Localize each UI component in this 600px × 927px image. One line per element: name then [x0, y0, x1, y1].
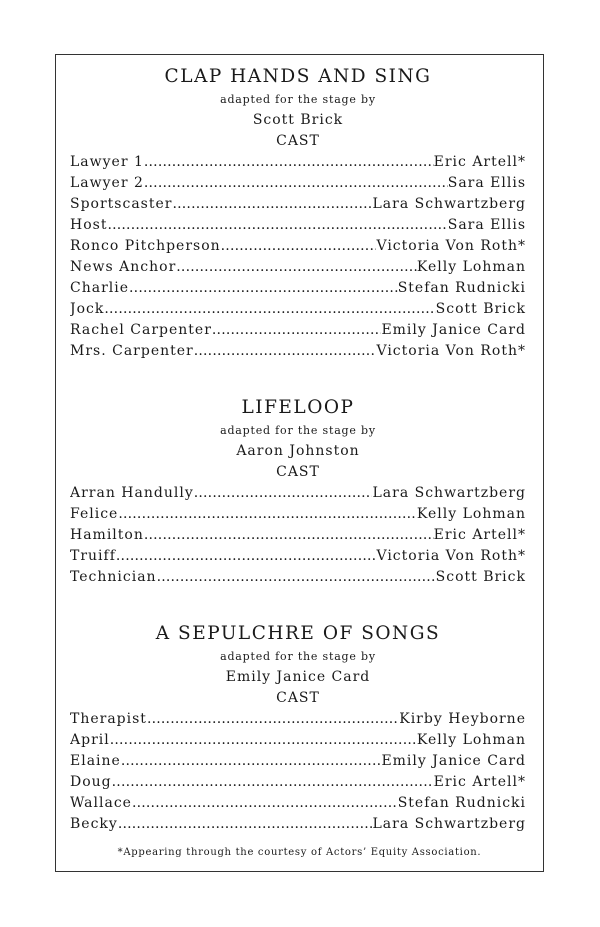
dot-leader	[194, 341, 377, 362]
dot-leader	[212, 320, 382, 341]
cast-role: Host	[70, 217, 108, 233]
cast-row	[70, 814, 526, 835]
cast-role: Truiff	[70, 548, 116, 564]
play-section-lifeloop	[70, 397, 526, 588]
dot-leader	[121, 751, 382, 772]
cast-actor: Kirby Heyborne	[399, 711, 526, 727]
cast-role: News Anchor	[70, 259, 177, 275]
cast-row	[70, 709, 526, 730]
cast-role: Sportscaster	[70, 196, 173, 212]
cast-role: Wallace	[70, 795, 132, 811]
cast-heading: CAST	[276, 133, 320, 149]
cast-actor: Victoria Von Roth*	[376, 238, 526, 254]
cast-role: Jock	[70, 301, 105, 317]
cast-role: Ronco Pitchperson	[70, 238, 221, 254]
cast-row	[70, 257, 526, 278]
cast-role: April	[70, 732, 110, 748]
cast-actor: Sara Ellis	[447, 175, 526, 191]
cast-list	[70, 709, 526, 835]
cast-row	[70, 793, 526, 814]
cast-role: Mrs. Carpenter	[70, 343, 194, 359]
dot-leader	[157, 567, 436, 588]
adapted-by-label: adapted for the stage by	[220, 93, 376, 106]
cast-role: Arran Handully	[70, 485, 194, 501]
cast-actor: Lara Schwartzberg	[372, 816, 526, 832]
cast-actor: Scott Brick	[435, 301, 526, 317]
cast-actor: Stefan Rudnicki	[397, 795, 526, 811]
dot-leader	[144, 152, 434, 173]
cast-row	[70, 546, 526, 567]
cast-row	[70, 525, 526, 546]
cast-role: Rachel Carpenter	[70, 322, 212, 338]
cast-row	[70, 751, 526, 772]
cast-role: Lawyer 2	[70, 175, 144, 191]
cast-actor: Lara Schwartzberg	[372, 196, 526, 212]
cast-role: Therapist	[70, 711, 147, 727]
dot-leader	[112, 772, 434, 793]
cast-row	[70, 730, 526, 751]
cast-role: Hamilton	[70, 527, 144, 543]
adapted-by-label: adapted for the stage by	[220, 424, 376, 437]
dot-leader	[132, 793, 398, 814]
cast-row	[70, 299, 526, 320]
dot-leader	[144, 173, 448, 194]
cast-actor: Emily Janice Card	[381, 322, 526, 338]
cast-actor: Emily Janice Card	[381, 753, 526, 769]
dot-leader	[118, 504, 417, 525]
cast-actor: Victoria Von Roth*	[376, 343, 526, 359]
cast-row	[70, 567, 526, 588]
dot-leader	[110, 730, 417, 751]
cast-row	[70, 341, 526, 362]
dot-leader	[172, 194, 372, 215]
dot-leader	[194, 483, 373, 504]
cast-list	[70, 483, 526, 588]
dot-leader	[129, 278, 398, 299]
play-section-clap-hands-and-sing	[70, 66, 526, 362]
play-title: LIFELOOP	[241, 397, 355, 418]
cast-row	[70, 236, 526, 257]
cast-actor: Eric Artell*	[433, 527, 526, 543]
cast-actor: Eric Artell*	[433, 154, 526, 170]
cast-row	[70, 320, 526, 341]
cast-row	[70, 215, 526, 236]
dot-leader	[104, 299, 435, 320]
play-section-a-sepulchre-of-songs	[70, 623, 526, 835]
adapted-by-label: adapted for the stage by	[220, 650, 376, 663]
cast-actor: Kelly Lohman	[416, 732, 526, 748]
dot-leader	[118, 814, 373, 835]
cast-row	[70, 772, 526, 793]
cast-role: Felice	[70, 506, 119, 522]
play-title: CLAP HANDS AND SING	[164, 66, 432, 87]
dot-leader	[176, 257, 417, 278]
dot-leader	[144, 525, 434, 546]
cast-heading: CAST	[276, 690, 320, 706]
cast-heading: CAST	[276, 464, 320, 480]
dot-leader	[221, 236, 377, 257]
play-adapter: Emily Janice Card	[225, 669, 371, 685]
cast-actor: Scott Brick	[435, 569, 526, 585]
dot-leader	[107, 215, 447, 236]
cast-actor: Kelly Lohman	[416, 259, 526, 275]
cast-row	[70, 173, 526, 194]
cast-row	[70, 152, 526, 173]
cast-row	[70, 504, 526, 525]
cast-role: Charlie	[70, 280, 130, 296]
cast-actor: Stefan Rudnicki	[397, 280, 526, 296]
cast-role: Doug	[70, 774, 112, 790]
play-title: A SEPULCHRE OF SONGS	[155, 623, 441, 644]
equity-footnote: *Appearing through the courtesy of Actors’ Equity Association.	[117, 847, 482, 858]
cast-list	[70, 152, 526, 362]
cast-row	[70, 194, 526, 215]
cast-role: Elaine	[70, 753, 121, 769]
play-adapter: Aaron Johnston	[236, 443, 360, 459]
cast-actor: Kelly Lohman	[416, 506, 526, 522]
cast-role: Becky	[70, 816, 118, 832]
cast-role: Lawyer 1	[70, 154, 144, 170]
dot-leader	[147, 709, 399, 730]
cast-row	[70, 483, 526, 504]
cast-role: Technician	[70, 569, 157, 585]
cast-actor: Eric Artell*	[433, 774, 526, 790]
cast-actor: Sara Ellis	[447, 217, 526, 233]
dot-leader	[116, 546, 377, 567]
cast-actor: Victoria Von Roth*	[376, 548, 526, 564]
cast-row	[70, 278, 526, 299]
play-adapter: Scott Brick	[252, 112, 344, 128]
cast-actor: Lara Schwartzberg	[372, 485, 526, 501]
